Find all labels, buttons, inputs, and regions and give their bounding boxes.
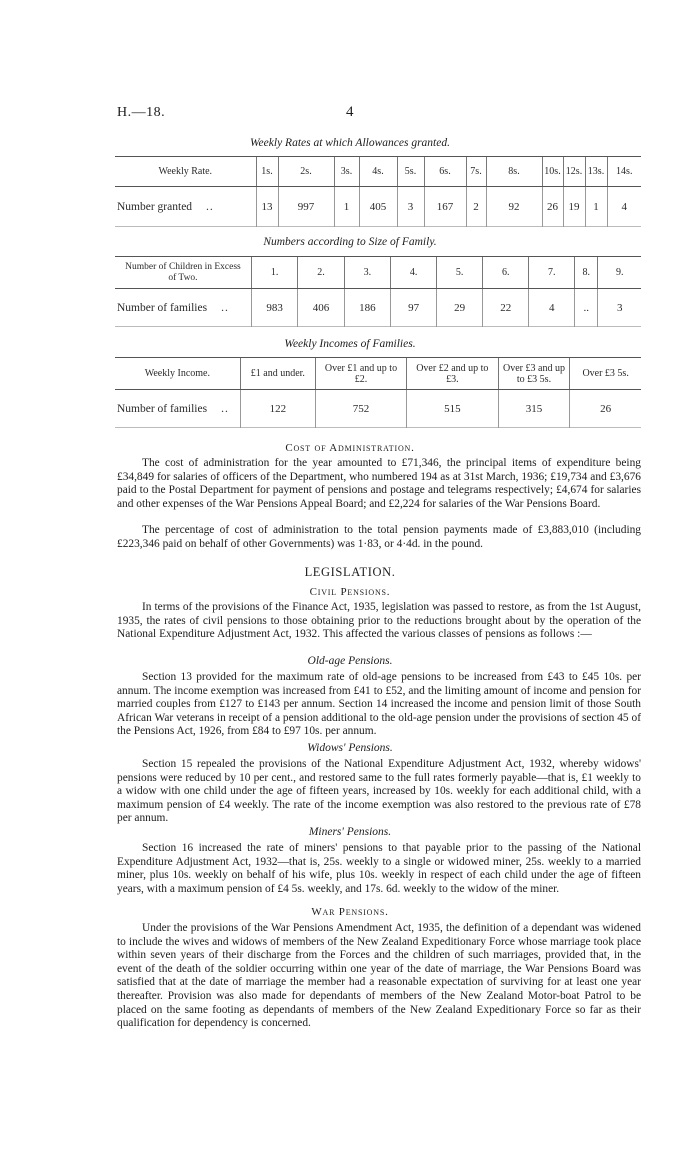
- table1-cell: 13: [256, 187, 278, 227]
- table1-cell: 19: [563, 187, 585, 227]
- table1-column-header: 3s.: [334, 157, 359, 187]
- table1-cell: 1: [585, 187, 607, 227]
- table2-cell: 97: [391, 289, 437, 327]
- table2-column-header: 8.: [575, 257, 598, 289]
- table1-title: Weekly Rates at which Allowances granted.: [250, 137, 450, 149]
- war-pensions-paragraph: Under the provisions of the War Pensions Amendment Act, 1935, the definition of a dependant was widened to include the wives and widows of members of the New Zealand Expeditionary Force whose marriage took place within seven years of their discharge from the Forces and the children of such marriages, provided that, in the event of the death of the soldier occurring within one year of the date of marriage, the War Pensions Board was satisfied that at the date of marriage the member had a reasonable expectation of surviving for at least one year thereafter. Provision was also made for dependants of members of the New Zealand Motor-boat Patrol to be placed on the same footing as dependants of members of the New Zealand Expeditionary Force so far as their qualification for dependency is concerned.: [117, 922, 641, 1030]
- weekly-incomes-table: [115, 357, 641, 428]
- table3-cell: 122: [240, 390, 315, 428]
- table2-cell: 4: [529, 289, 575, 327]
- table2-title: Numbers according to Size of Family.: [263, 236, 437, 248]
- table3-cell: 752: [316, 390, 407, 428]
- cost-heading: Cost of Administration.: [285, 442, 415, 454]
- table3-column-header: Over £2 and up to £3.: [406, 358, 498, 390]
- table2-cell: ..: [575, 289, 598, 327]
- table1-column-header: 5s.: [397, 157, 424, 187]
- table3-column-header: Over £3 5s.: [570, 358, 641, 390]
- table1-column-header: 1s.: [256, 157, 278, 187]
- table3-cell: 315: [498, 390, 570, 428]
- family-size-table: [115, 256, 641, 327]
- civil-pensions-paragraph: In terms of the provisions of the Finance Act, 1935, legislation was passed to restore, as from the 1st August, 1935, the rates of civil pensions to those obtaining prior to the reductions brought about by the operation of the National Expenditure Adjustment Act, 1932. This affected the various classes of pensions as follows :—: [117, 601, 641, 641]
- war-pensions-heading: War Pensions.: [311, 906, 389, 918]
- table2-column-header: 9.: [598, 257, 641, 289]
- table1-row-label: Number granted ..: [117, 200, 214, 213]
- table1-column-header: 12s.: [563, 157, 585, 187]
- widows-pensions-heading: Widows' Pensions.: [307, 742, 393, 754]
- table1-cell: 2: [466, 187, 486, 227]
- table1-column-header: 8s.: [486, 157, 542, 187]
- weekly-rates-table: [115, 156, 641, 227]
- table1-column-header: 14s.: [607, 157, 641, 187]
- document-reference: H.—18.: [117, 105, 166, 120]
- table1-row-header: Weekly Rate.: [115, 157, 256, 187]
- page-number: 4: [346, 104, 354, 120]
- table3-column-header: Over £1 and up to £2.: [316, 358, 407, 390]
- table1-column-header: 13s.: [585, 157, 607, 187]
- table2-column-header: 6.: [483, 257, 529, 289]
- table2-column-header: 5.: [437, 257, 483, 289]
- table1-cell: 405: [359, 187, 397, 227]
- table2-row-header: Number of Children in Excess of Two.: [115, 257, 251, 289]
- table3-column-header: £1 and under.: [240, 358, 315, 390]
- table3-row-header: Weekly Income.: [115, 358, 240, 390]
- legislation-heading: LEGISLATION.: [304, 565, 396, 579]
- civil-pensions-heading: Civil Pensions.: [309, 586, 391, 598]
- table1-cell: 26: [542, 187, 563, 227]
- old-age-pensions-paragraph: Section 13 provided for the maximum rate of old-age pensions to be increased from £43 to £45 10s. per annum. The income exemption was increased from £41 to £52, and the limiting amount of income and pension for married couples from £127 to £143 per annum. Section 14 increased the income and pension limit of those South African War veterans in receipt of a pension additional to the old-age pension under the provisions of section 45 of the Pensions Act, 1926, from £84 to £97 10s. per annum.: [117, 671, 641, 738]
- table1-cell: 92: [486, 187, 542, 227]
- miners-pensions-heading: Miners' Pensions.: [308, 826, 392, 838]
- table1-column-header: 2s.: [278, 157, 334, 187]
- table1-cell: 4: [607, 187, 641, 227]
- table1-cell: 3: [397, 187, 424, 227]
- table2-cell: 186: [344, 289, 390, 327]
- table3-cell: 26: [570, 390, 641, 428]
- table3-title: Weekly Incomes of Families.: [284, 338, 416, 350]
- table3-cell: 515: [406, 390, 498, 428]
- old-age-pensions-heading: Old-age Pensions.: [307, 655, 393, 667]
- table2-row-label: Number of families ..: [117, 301, 229, 314]
- miners-pensions-paragraph: Section 16 increased the rate of miners' pensions to that payable prior to the passing of the National Expenditure Adjustment Act, 1932—that is, 25s. weekly to a single or widowed miner, 25s. weekly to a married miner, plus 10s. weekly on behalf of his wife, plus 10s. weekly in respect of each child under the age of fifteen years, with a maximum pension of £4 5s. weekly, and 17s. 6d. weekly to the widow of the miner.: [117, 842, 641, 895]
- table1-column-header: 7s.: [466, 157, 486, 187]
- table1-column-header: 4s.: [359, 157, 397, 187]
- table2-cell: 22: [483, 289, 529, 327]
- table2-column-header: 2.: [298, 257, 344, 289]
- table2-cell: 29: [437, 289, 483, 327]
- cost-paragraph-2: The percentage of cost of administration to the total pension payments made of £3,883,010 (including £223,346 paid on behalf of other Governments) was 1·83, or 4·4d. in the pound.: [117, 524, 641, 550]
- table1-cell: 1: [334, 187, 359, 227]
- table2-column-header: 3.: [344, 257, 390, 289]
- table1-cell: 167: [424, 187, 466, 227]
- table1-column-header: 10s.: [542, 157, 563, 187]
- table2-cell: 406: [298, 289, 344, 327]
- table2-column-header: 4.: [391, 257, 437, 289]
- table2-cell: 983: [251, 289, 297, 327]
- widows-pensions-paragraph: Section 15 repealed the provisions of the National Expenditure Adjustment Act, 1932, whereby widows' pensions were reduced by 10 per cent., and restored same to the full rates formerly payable—that is, £1 weekly to a widow with one child under the age of fifteen years, increased by 10s. weekly for each additional child, with a maximum pension of £4 weekly. The rate of the income exemption was also restored to the previous rate of £78 per annum.: [117, 758, 641, 825]
- table1-cell: 997: [278, 187, 334, 227]
- table3-column-header: Over £3 and up to £3 5s.: [498, 358, 570, 390]
- table2-cell: 3: [598, 289, 641, 327]
- table3-row-label: Number of families ..: [117, 402, 229, 415]
- table1-column-header: 6s.: [424, 157, 466, 187]
- table2-column-header: 7.: [529, 257, 575, 289]
- table2-column-header: 1.: [251, 257, 297, 289]
- cost-paragraph-1: The cost of administration for the year amounted to £71,346, the principal items of expenditure being £34,849 for salaries of officers of the Department, who numbered 194 as at 31st March, 1936; £19,734 and £3,676 paid to the Postal Department for payment of pensions and postage and telegrams respectively; £4,674 for salaries and other expenses of the War Pensions Appeal Board; and £2,224 for salaries of the War Pensions Board.: [117, 457, 641, 510]
